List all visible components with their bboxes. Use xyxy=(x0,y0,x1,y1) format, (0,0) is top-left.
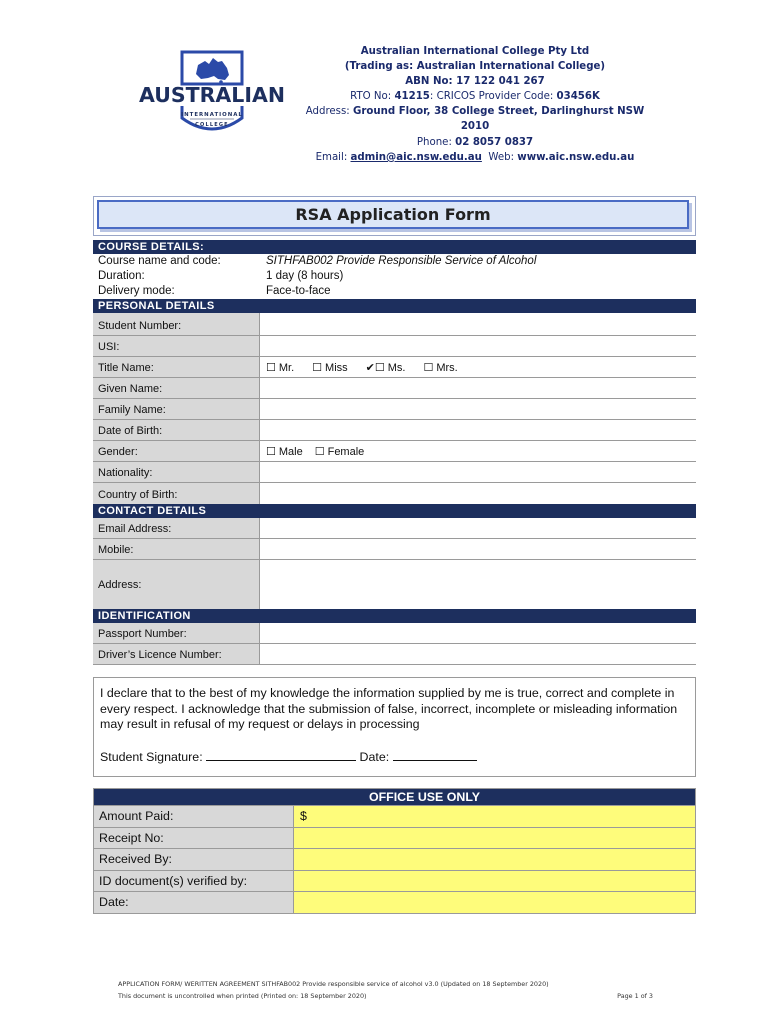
student-number-row xyxy=(93,313,696,336)
licence-label: Driver’s Licence Number: xyxy=(93,644,260,664)
student-number-field[interactable] xyxy=(260,313,696,335)
org-phone: Phone: 02 8057 0837 xyxy=(416,136,534,148)
web-link[interactable]: www.aic.nsw.edu.au xyxy=(517,151,635,163)
gender-option-female[interactable]: ☐ Female xyxy=(314,444,365,458)
personal-details-heading: PERSONAL DETAILS xyxy=(93,299,696,313)
office-use-heading: OFFICE USE ONLY xyxy=(94,789,695,805)
gender-label: Gender: xyxy=(93,441,260,461)
footer-print-note: This document is uncontrolled when printed (Printed on: 18 September 2020) xyxy=(118,992,367,1000)
declaration-text: I declare that to the best of my knowledge the information supplied by me is true, correct and complete in every respect. I acknowledge that the submission of false, incorrect, incomplete or misleading information may result in refusal of my request or delays in processing xyxy=(100,686,678,731)
amount-paid-field[interactable]: $ xyxy=(294,806,695,827)
course-name-value: SITHFAB002 Provide Responsible Service of Alcohol xyxy=(266,255,537,267)
contact-details-heading: CONTACT DETAILS xyxy=(93,504,696,518)
title-name-label: Title Name: xyxy=(93,357,260,377)
nationality-field[interactable] xyxy=(260,462,696,482)
id-verified-field[interactable] xyxy=(294,871,695,892)
duration-value: 1 day (8 hours) xyxy=(266,270,344,282)
passport-label: Passport Number: xyxy=(93,623,260,643)
logo-sub2: COLLEGE xyxy=(195,122,229,128)
office-date-label: Date: xyxy=(94,892,294,913)
logo-map-australia xyxy=(196,58,229,80)
family-name-field[interactable] xyxy=(260,399,696,419)
title-option-ms[interactable]: ✔☐ Ms. xyxy=(365,360,406,374)
identification-heading: IDENTIFICATION xyxy=(93,609,696,623)
signature-field[interactable] xyxy=(206,749,356,761)
nationality-row xyxy=(93,462,696,483)
checkbox-icon: ☐ xyxy=(312,360,323,374)
dob-field[interactable] xyxy=(260,420,696,440)
title-name-row xyxy=(93,357,696,378)
mobile-row xyxy=(93,539,696,560)
amount-paid-label: Amount Paid: xyxy=(94,806,294,827)
country-of-birth-label: Country of Birth: xyxy=(93,483,260,504)
title-option-mrs[interactable]: ☐ Mrs. xyxy=(423,360,458,374)
email-label: Email Address: xyxy=(93,518,260,538)
country-of-birth-field[interactable] xyxy=(260,483,696,504)
checkbox-icon: ☐ xyxy=(423,360,434,374)
course-name-label: Course name and code: xyxy=(98,255,221,267)
application-form xyxy=(93,240,696,665)
course-row-delivery xyxy=(93,284,696,299)
usi-field[interactable] xyxy=(260,336,696,356)
office-date-row xyxy=(94,891,695,913)
passport-field[interactable] xyxy=(260,623,696,643)
org-abn: ABN No: 17 122 041 267 xyxy=(405,76,545,88)
form-title: RSA Application Form xyxy=(97,200,689,229)
org-rto-cricos: RTO No: 41215: CRICOS Provider Code: 03456K xyxy=(350,91,600,103)
given-name-row xyxy=(93,378,696,399)
page-number: Page 1 of 3 xyxy=(617,992,653,1000)
checkbox-icon: ☐ xyxy=(314,444,325,458)
student-number-label: Student Number: xyxy=(93,313,260,335)
signature-line xyxy=(100,749,689,766)
college-logo xyxy=(130,48,295,140)
course-row-name xyxy=(93,254,696,269)
footer-document-title: APPLICATION FORM/ WERITTEN AGREEMENT SITHFAB002 Provide responsible service of alcohol v3.0 (Updated on 18 September 2020) xyxy=(118,980,549,988)
org-name: Australian International College Pty Ltd xyxy=(360,46,590,57)
family-name-row xyxy=(93,399,696,420)
mobile-field[interactable] xyxy=(260,539,696,559)
delivery-mode-value: Face-to-face xyxy=(266,285,331,297)
address-field[interactable] xyxy=(260,560,696,609)
title-option-miss[interactable]: ☐ Miss xyxy=(312,360,348,374)
dob-label: Date of Birth: xyxy=(93,420,260,440)
organisation-details xyxy=(300,44,650,165)
checkbox-icon: ☐ xyxy=(266,360,276,374)
page-footer xyxy=(118,978,663,1002)
received-by-field[interactable] xyxy=(294,849,695,870)
date-field[interactable] xyxy=(393,749,477,761)
receipt-no-label: Receipt No: xyxy=(94,828,294,849)
delivery-mode-label: Delivery mode: xyxy=(98,285,175,297)
course-row-duration xyxy=(93,269,696,284)
signature-label: Student Signature: xyxy=(100,749,207,764)
declaration-box xyxy=(93,677,696,777)
title-name-options xyxy=(260,357,696,377)
licence-field[interactable] xyxy=(260,644,696,664)
checkbox-icon: ☐ xyxy=(266,444,276,458)
logo-graphic xyxy=(130,48,295,140)
gender-options xyxy=(260,441,696,461)
passport-row xyxy=(93,623,696,644)
org-trading-as: (Trading as: Australian International College) xyxy=(344,61,606,73)
org-address: Address: Ground Floor, 38 College Street, Darlinghurst NSW 2010 xyxy=(305,106,645,133)
country-of-birth-row xyxy=(93,483,696,504)
email-link[interactable]: admin@aic.nsw.edu.au xyxy=(350,151,482,163)
dob-row xyxy=(93,420,696,441)
office-date-field[interactable] xyxy=(294,892,695,913)
logo-word: AUSTRALIAN xyxy=(139,83,285,107)
received-by-row xyxy=(94,848,695,870)
gender-row xyxy=(93,441,696,462)
family-name-label: Family Name: xyxy=(93,399,260,419)
address-row xyxy=(93,560,696,609)
usi-label: USI: xyxy=(93,336,260,356)
title-option-mr[interactable]: ☐ Mr. xyxy=(266,360,295,374)
id-verified-row xyxy=(94,870,695,892)
gender-option-male[interactable]: ☐ Male xyxy=(266,444,303,458)
logo-sub1: INTERNATIONAL xyxy=(181,112,243,118)
usi-row xyxy=(93,336,696,357)
org-email-web: Email: admin@aic.nsw.edu.au Web: www.aic.nsw.edu.au xyxy=(315,151,635,163)
licence-row xyxy=(93,644,696,665)
given-name-label: Given Name: xyxy=(93,378,260,398)
nationality-label: Nationality: xyxy=(93,462,260,482)
mobile-label: Mobile: xyxy=(93,539,260,559)
duration-label: Duration: xyxy=(98,270,145,282)
email-field[interactable] xyxy=(260,518,696,538)
id-verified-label: ID document(s) verified by: xyxy=(94,871,294,892)
office-use-table xyxy=(93,788,696,914)
amount-paid-row xyxy=(94,805,695,827)
receipt-no-field[interactable] xyxy=(294,828,695,849)
received-by-label: Received By: xyxy=(94,849,294,870)
email-row xyxy=(93,518,696,539)
date-label: Date: xyxy=(356,749,393,764)
receipt-no-row xyxy=(94,827,695,849)
form-title-frame xyxy=(93,196,696,236)
given-name-field[interactable] xyxy=(260,378,696,398)
checked-checkbox-icon: ✔☐ xyxy=(365,360,385,374)
course-details-heading: COURSE DETAILS: xyxy=(93,240,696,254)
address-label: Address: xyxy=(93,560,260,609)
